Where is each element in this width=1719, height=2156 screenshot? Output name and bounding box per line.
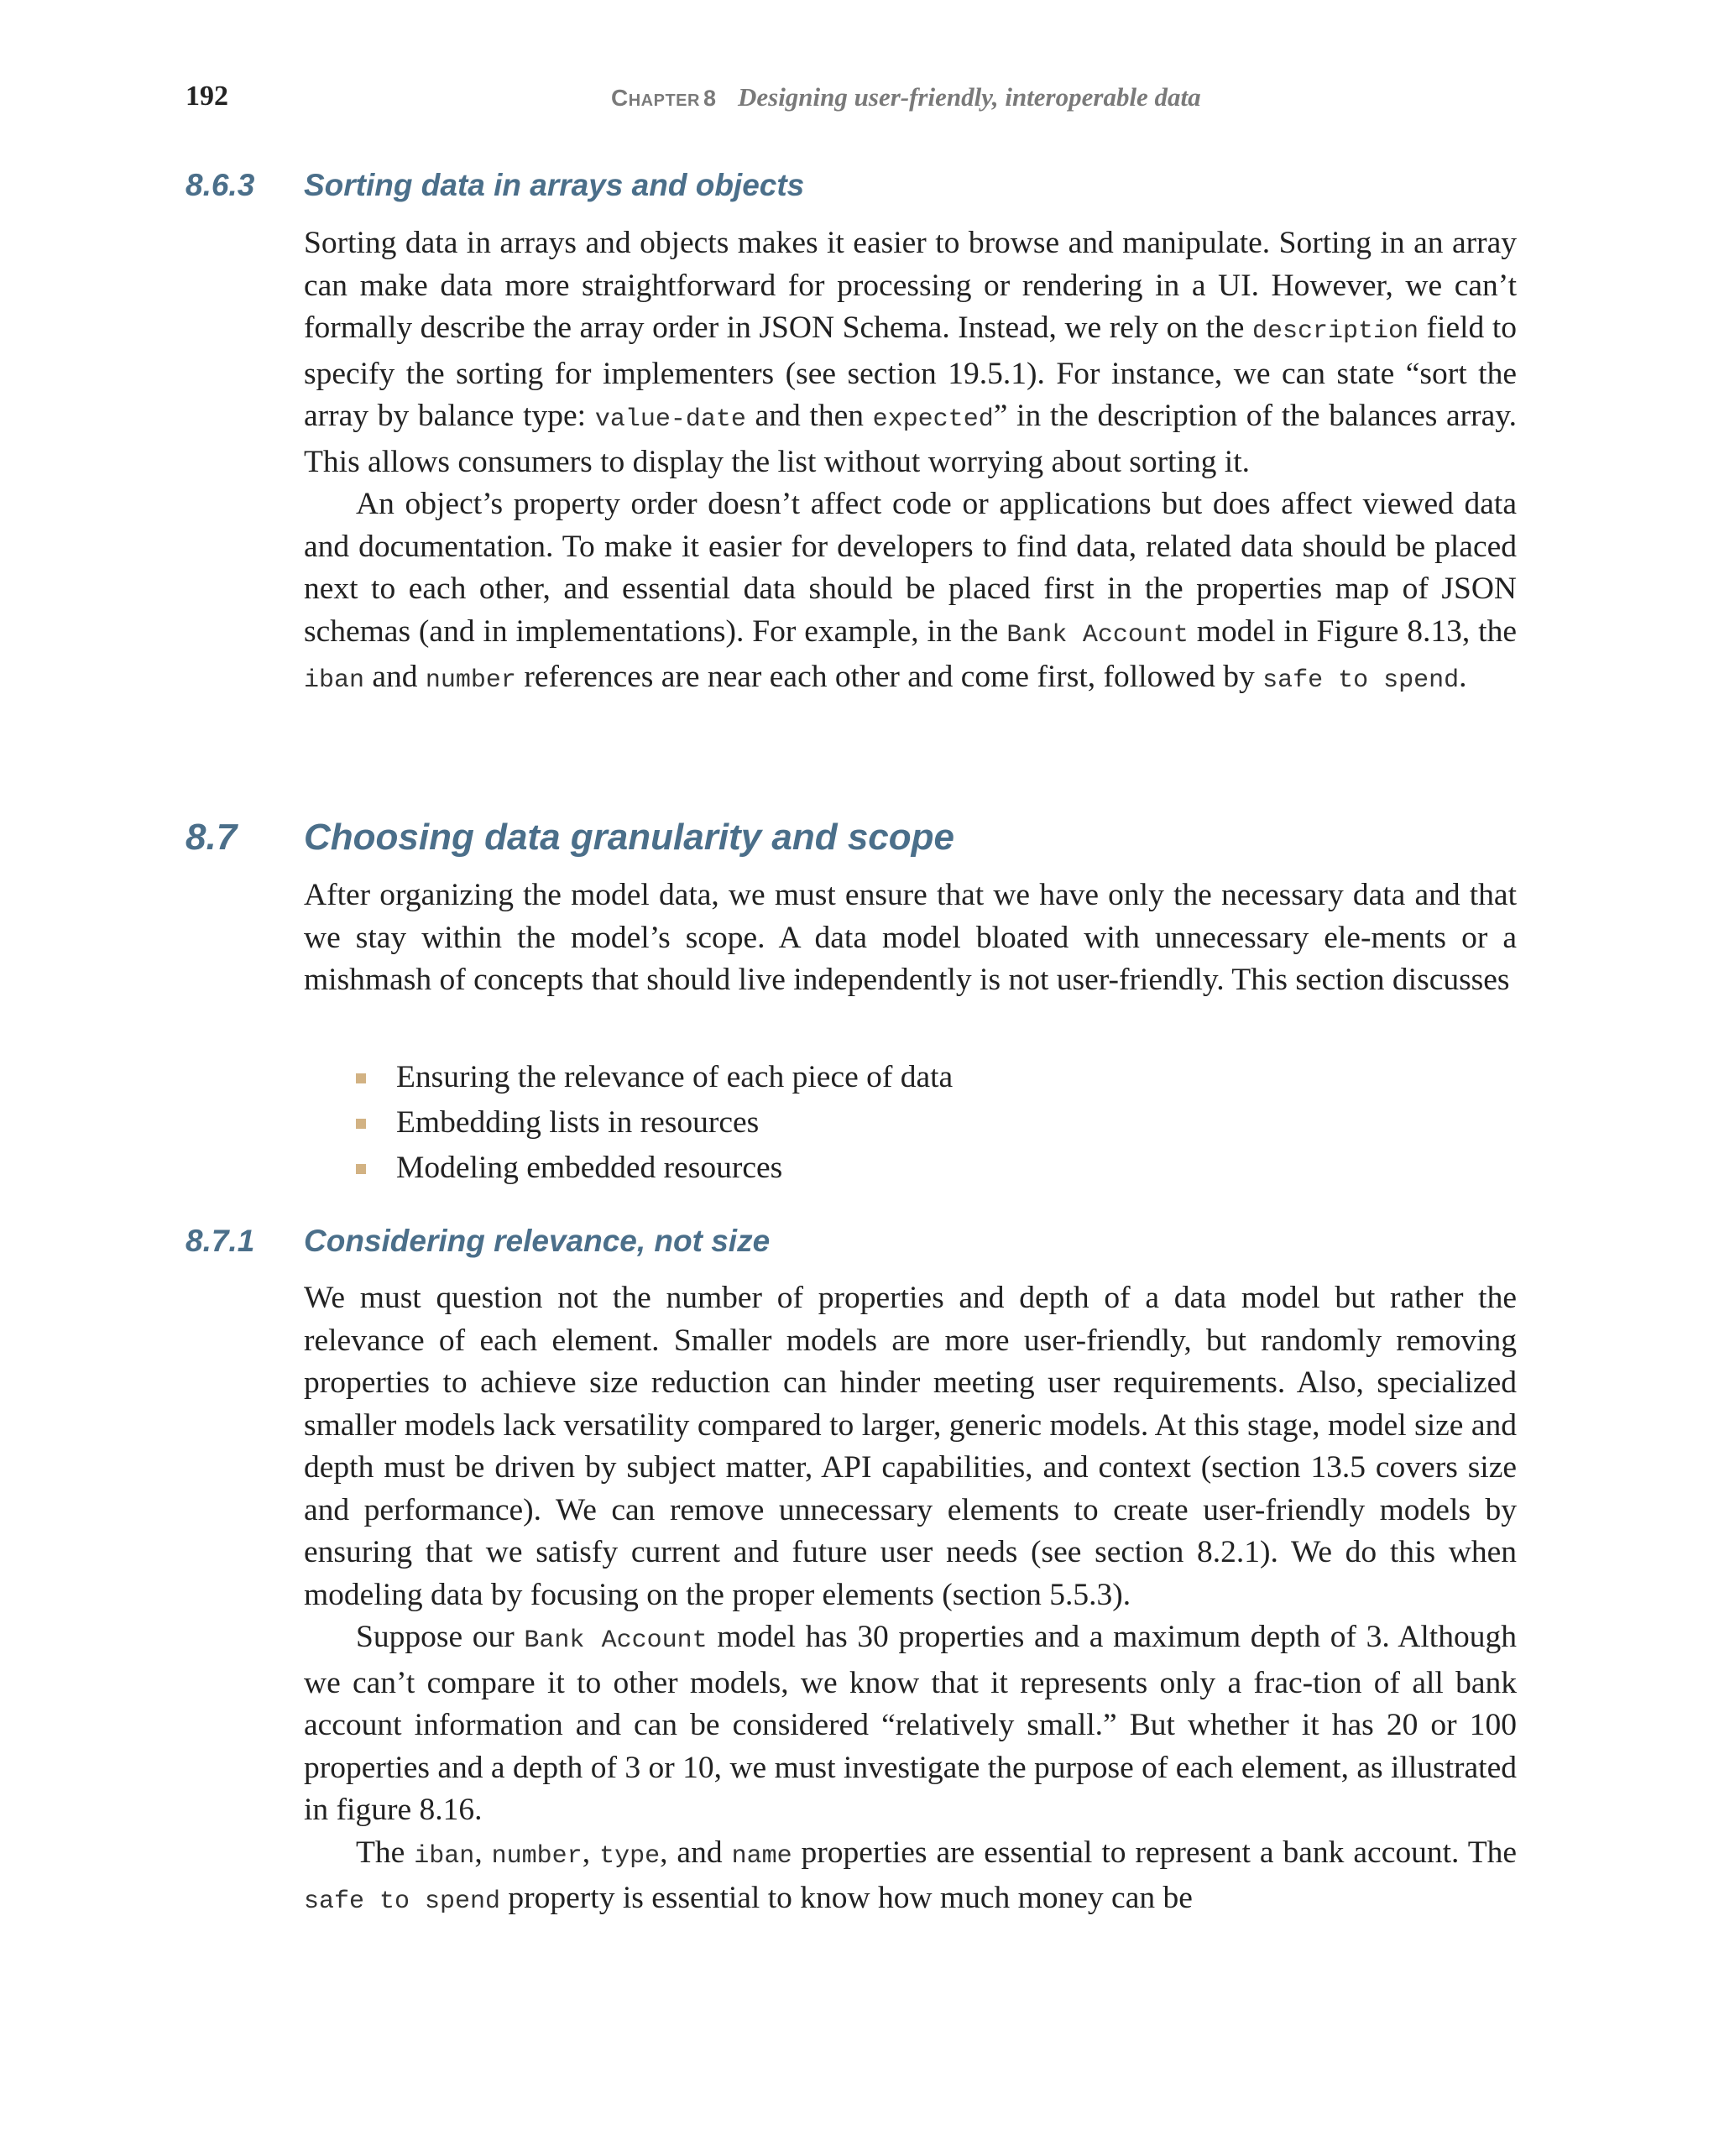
bullet-square-icon	[356, 1073, 366, 1083]
text-run: and then	[745, 399, 873, 433]
list-item-text: Ensuring the relevance of each piece of data	[396, 1060, 954, 1094]
chapter-number: 8	[703, 86, 716, 111]
text-run: properties are essential to represent a bank account. The	[792, 1835, 1517, 1870]
text-run: The	[356, 1835, 415, 1870]
list-item	[304, 1146, 1517, 1191]
section-number: 8.7.1	[185, 1224, 255, 1258]
text-run: ” in the description of the balances array. This allows consumers to display the list without worrying about sorting it.	[304, 399, 1517, 479]
code-term: Bank Account	[524, 1626, 708, 1655]
text-run: , and	[660, 1835, 732, 1870]
section-title: Choosing data granularity and scope	[304, 817, 955, 858]
text-run: property is essential to know how much money can be	[500, 1881, 1193, 1915]
paragraph	[304, 1832, 1517, 1924]
text-run: .	[1459, 660, 1467, 694]
text-run: Sorting data in arrays and objects makes it easier to browse and manipulate. Sorting in an array can make data more straightforward for processing or rendering in a UI. However, we can’t formally describe the array order in JSON Schema. Instead, we rely on the	[304, 226, 1517, 345]
text-run: references are near each other and come first, followed by	[515, 660, 1263, 694]
code-term: name	[731, 1841, 792, 1871]
chapter-title: Designing user-friendly, interoperable data	[737, 82, 1201, 112]
list-item	[304, 1055, 1517, 1100]
paragraph	[304, 222, 1517, 483]
bullet-list	[304, 1055, 1517, 1191]
text-run: model has 30 properties and a maximum depth of 3. Although we can’t compare it to other models, we know that it represents only a frac-tion of all bank account information and can be considered “relatively small.” But whether it has 20 or 100 properties and a depth of 3 or 10, we must investigate the purpose of each element, as illustrated in figure 8.16.	[304, 1620, 1517, 1827]
text-run: and	[364, 660, 426, 694]
section-8-6-3-body	[304, 222, 1517, 702]
code-term: number	[425, 666, 516, 695]
chapter-header	[611, 82, 1201, 112]
bullet-square-icon	[356, 1119, 366, 1129]
list-item-text: Embedding lists in resources	[396, 1105, 760, 1140]
code-term: number	[491, 1841, 583, 1871]
section-8-7-body	[304, 874, 1517, 1002]
paragraph: After organizing the model data, we must ensure that we have only the necessary data and that we stay within the model’s scope. A data model bloated with unnecessary ele-ments or a mishmash of concepts that should live independently is not user-friendly. This section discusses	[304, 878, 1517, 997]
text-run: ,	[582, 1835, 600, 1870]
text-run: model in Figure 8.13, the	[1188, 613, 1517, 649]
text-run: An object’s property order doesn’t affect code or applications but does affect viewed data and documentation. To make it easier for developers to find data, related data should be placed next to each other, and essential data should be placed first in the properties map of JSON schemas (and in implementations). For example, in the	[304, 487, 1517, 649]
list-item-text: Modeling embedded resources	[396, 1151, 783, 1185]
text-run: field to specify the sorting for implementers (see section 19.5.1). For instance, we can state “sort the array by balance type:	[304, 311, 1517, 433]
code-term: iban	[414, 1841, 475, 1871]
code-term: safe to spend	[1262, 666, 1460, 695]
text-run: ,	[474, 1835, 492, 1870]
code-term: iban	[304, 666, 365, 695]
code-term: expected	[872, 405, 994, 434]
code-term: Bank Account	[1006, 620, 1189, 650]
section-title: Considering relevance, not size	[304, 1224, 771, 1258]
paragraph	[304, 1616, 1517, 1832]
section-number: 8.7	[185, 817, 238, 858]
code-term: value-date	[594, 405, 746, 434]
running-header	[185, 81, 1516, 117]
paragraph: We must question not the number of properties and depth of a data model but rather the relevance of each element. Smaller models are more user-friendly, but randomly removing properties to achieve size reduction can hinder meeting user requirements. Also, specialized smaller models lack versatility compared to larger, generic models. At this stage, model size and depth must be driven by subject matter, API capabilities, and context (section 13.5 covers size and performance). We can remove unnecessary elements to create user-friendly models by ensuring that we satisfy current and future user needs (see section 8.2.1). We do this when modeling data by focusing on the proper elements (section 5.5.3).	[304, 1281, 1517, 1612]
section-title: Sorting data in arrays and objects	[304, 168, 805, 202]
page-number: 192	[185, 81, 228, 112]
bullet-square-icon	[356, 1164, 366, 1174]
paragraph	[304, 483, 1517, 702]
code-term: type	[599, 1841, 661, 1871]
list-item	[304, 1100, 1517, 1146]
chapter-label: Chapter	[611, 85, 700, 111]
section-number: 8.6.3	[185, 168, 255, 202]
code-term: description	[1251, 317, 1419, 346]
section-8-7-1-body	[304, 1277, 1517, 1924]
text-run: Suppose our	[356, 1620, 525, 1654]
code-term: safe to spend	[304, 1887, 501, 1916]
